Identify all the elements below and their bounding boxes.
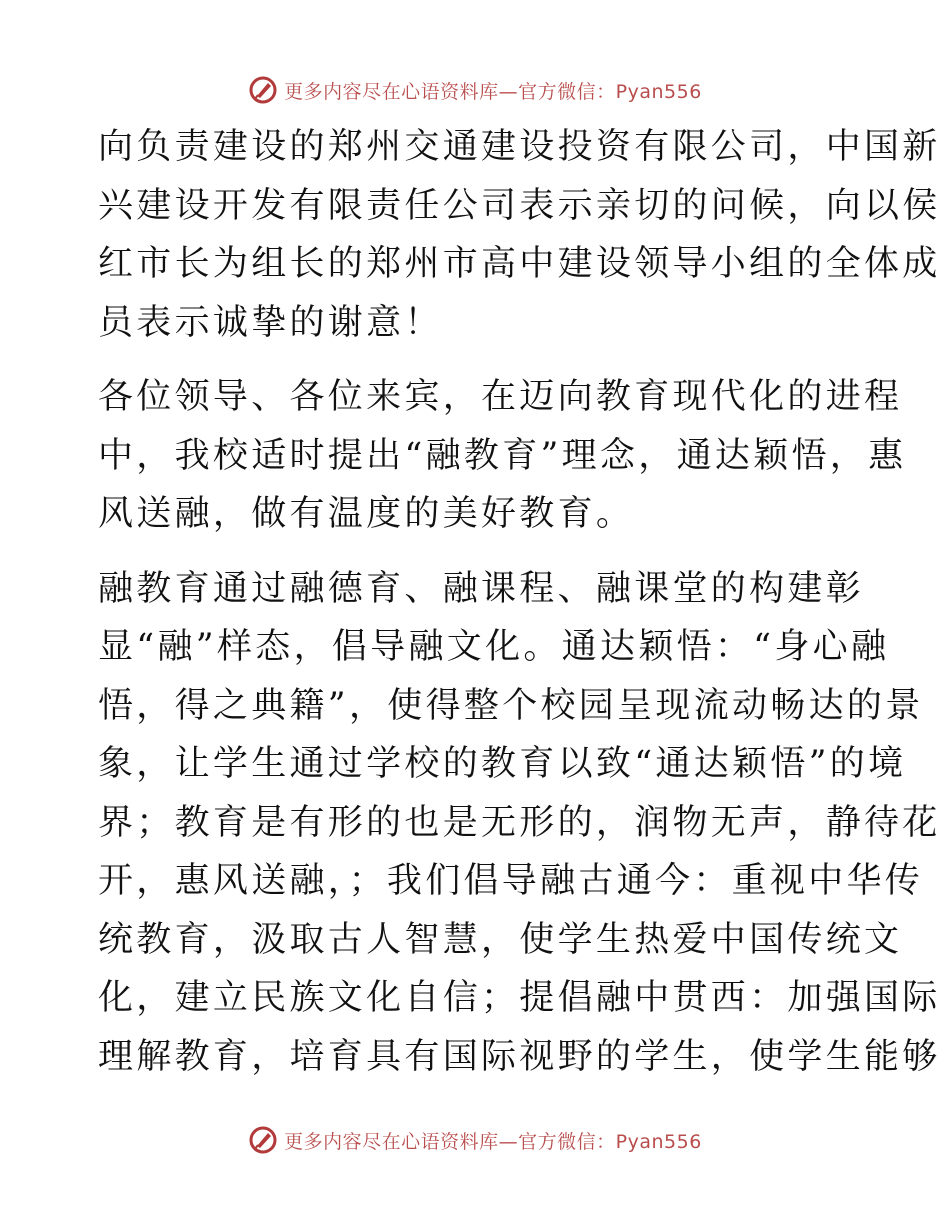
watermark-text: 更多内容尽在心语资料库—官方微信：Pyan556	[284, 80, 702, 103]
text-line: 象，让学生通过学校的教育以致“通达颖悟”的境	[98, 744, 907, 784]
text-line: 中，我校适时提出“融教育”理念，通达颖悟，惠	[98, 435, 907, 476]
header-watermark	[0, 70, 950, 110]
text-line: 红市长为组长的郑州市高中建设领导小组的全体成	[98, 244, 941, 284]
text-line: 化，建立民族文化自信；提倡融中贯西：加强国际	[98, 978, 941, 1018]
document-body	[98, 118, 941, 1086]
quill-seal-icon	[248, 1125, 278, 1155]
text-line: 员表示诚挚的谢意！	[98, 302, 443, 343]
text-line: 统教育，汲取古人智慧，使学生热爱中国传统文	[98, 919, 903, 960]
quill-seal-icon	[248, 75, 278, 105]
text-line: 界；教育是有形的也是无形的，润物无声，静待花	[98, 802, 941, 843]
paragraph-2	[98, 368, 907, 544]
text-line: 悟，得之典籍”，使得整个校园呈现流动畅达的景	[98, 685, 924, 726]
footer-watermark	[0, 1120, 950, 1160]
text-line: 开，惠风送融，；我们倡导融古通今：重视中华传	[98, 861, 924, 901]
text-line: 各位领导、各位来宾，在迈向教育现代化的进程	[98, 377, 903, 417]
paragraph-1	[98, 118, 941, 352]
watermark-text: 更多内容尽在心语资料库—官方微信：Pyan556	[284, 1130, 702, 1153]
text-line: 理解教育，培育具有国际视野的学生，使学生能够	[98, 1036, 941, 1077]
paragraph-3	[98, 560, 941, 1087]
text-line: 融教育通过融德育、融课程、融课堂的构建彰	[98, 568, 865, 609]
text-line: 风送融，做有温度的美好教育。	[98, 494, 635, 534]
text-line: 兴建设开发有限责任公司表示亲切的问候，向以侯	[98, 185, 941, 226]
text-line: 显“融”样态，倡导融文化。通达颖悟：“身心融	[98, 627, 890, 667]
text-line: 向负责建设的郑州交通建设投资有限公司，中国新	[98, 127, 941, 167]
